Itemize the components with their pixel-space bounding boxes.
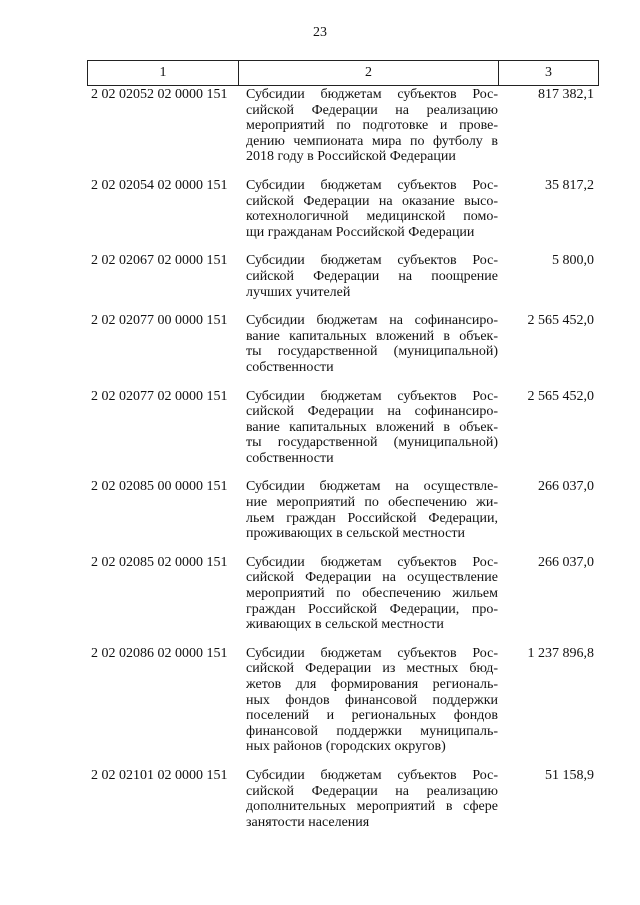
description-line: Субсидии бюджетам субъектов Рос-	[246, 767, 498, 783]
amount: 2 565 452,0	[527, 388, 594, 404]
description-line: ных фондов финансовой поддержки	[246, 692, 498, 708]
page-number: 23	[313, 25, 327, 40]
description	[246, 253, 498, 300]
budget-code: 2 02 02086 02 0000 151	[91, 645, 228, 661]
description	[246, 646, 498, 755]
header-col-3: 3	[545, 65, 552, 80]
description-line: котехнологичной медицинской помо-	[246, 209, 498, 225]
description-line: щи гражданам Российской Федерации	[246, 224, 475, 240]
budget-code: 2 02 02077 00 0000 151	[91, 313, 228, 329]
description-line: мероприятий по обеспечению жильем	[246, 586, 498, 602]
description-line: живающих в сельской местности	[246, 617, 444, 633]
description-line: сийской Федерации на поощрение	[246, 268, 498, 284]
description-line: вание капитальных вложений в объек-	[246, 328, 498, 344]
description-line: сийской Федерации на оказание высо-	[246, 193, 498, 209]
description	[246, 87, 498, 165]
table-row	[87, 555, 599, 633]
budget-code: 2 02 02085 00 0000 151	[91, 479, 228, 495]
description-line: Субсидии бюджетам на осуществле-	[246, 479, 498, 495]
table-row	[87, 253, 599, 300]
description	[246, 555, 498, 633]
amount: 5 800,0	[552, 253, 594, 269]
amount: 266 037,0	[538, 479, 594, 495]
description-line: собственности	[246, 359, 334, 375]
description-line: Субсидии бюджетам субъектов Рос-	[246, 177, 498, 193]
description-line: лучших учителей	[246, 284, 351, 300]
description	[246, 389, 498, 467]
description-line: Субсидии бюджетам субъектов Рос-	[246, 253, 498, 269]
description-line: сийской Федерации из местных бюд-	[246, 661, 498, 677]
description-line: ты государственной (муниципальной)	[246, 344, 498, 360]
budget-code: 2 02 02067 02 0000 151	[91, 253, 228, 269]
description-line: Субсидии бюджетам субъектов Рос-	[246, 554, 498, 570]
table-row	[87, 178, 599, 240]
description-line: вание капитальных вложений в объек-	[246, 419, 498, 435]
amount: 51 158,9	[545, 767, 594, 783]
description-line: проживающих в сельской местности	[246, 526, 465, 542]
amount: 266 037,0	[538, 554, 594, 570]
description	[246, 313, 498, 375]
table-header	[87, 60, 599, 86]
amount: 35 817,2	[545, 177, 594, 193]
header-col-1: 1	[88, 61, 239, 85]
description-line: жетов для формирования региональ-	[246, 677, 498, 692]
table-row	[87, 313, 599, 375]
description	[246, 479, 498, 541]
description-line: ты государственной (муниципальной)	[246, 435, 498, 451]
description-line: Субсидии бюджетам на софинансиро-	[246, 313, 498, 329]
description-line: 2018 году в Российской Федерации	[246, 149, 456, 165]
description-line: сийской Федерации на реализацию	[246, 783, 498, 799]
budget-code: 2 02 02077 02 0000 151	[91, 388, 228, 404]
description-line: сийской Федерации на софинансиро-	[246, 404, 498, 420]
description-line: Субсидии бюджетам субъектов Рос-	[246, 645, 498, 661]
header-col-2: 2	[239, 61, 499, 85]
description-line: финансовой поддержки муниципаль-	[246, 723, 498, 739]
description-line: Субсидии бюджетам субъектов Рос-	[246, 87, 498, 102]
description-line: дению чемпионата мира по футболу в	[246, 133, 498, 149]
description-line: граждан Российской Федерации, про-	[246, 601, 498, 617]
description-line: собственности	[246, 450, 334, 466]
description	[246, 178, 498, 240]
description-line: сийской Федерации на реализацию	[246, 102, 498, 118]
table-body	[87, 87, 599, 843]
table-row	[87, 87, 599, 165]
amount: 1 237 896,8	[527, 645, 594, 661]
description-line: дополнительных мероприятий в сфере	[246, 799, 498, 815]
budget-code: 2 02 02085 02 0000 151	[91, 554, 228, 570]
description-line: Субсидии бюджетам субъектов Рос-	[246, 388, 498, 404]
description-line: мероприятий по подготовке и прове-	[246, 118, 498, 134]
description	[246, 768, 498, 830]
table-row	[87, 389, 599, 467]
budget-code: 2 02 02101 02 0000 151	[91, 767, 228, 783]
description-line: поселений и региональных фондов	[246, 708, 498, 724]
table-row	[87, 768, 599, 830]
budget-code: 2 02 02054 02 0000 151	[91, 177, 228, 193]
amount: 2 565 452,0	[527, 313, 594, 329]
description-line: льем граждан Российской Федерации,	[246, 510, 498, 526]
description-line: ных районов (городских округов)	[246, 739, 446, 755]
description-line: ние мероприятий по обеспечению жи-	[246, 495, 498, 511]
description-line: сийской Федерации на осуществление	[246, 570, 498, 586]
table-row	[87, 646, 599, 755]
description-line: занятости населения	[246, 814, 370, 830]
table-row	[87, 479, 599, 541]
amount: 817 382,1	[538, 87, 594, 102]
budget-code: 2 02 02052 02 0000 151	[91, 87, 228, 102]
